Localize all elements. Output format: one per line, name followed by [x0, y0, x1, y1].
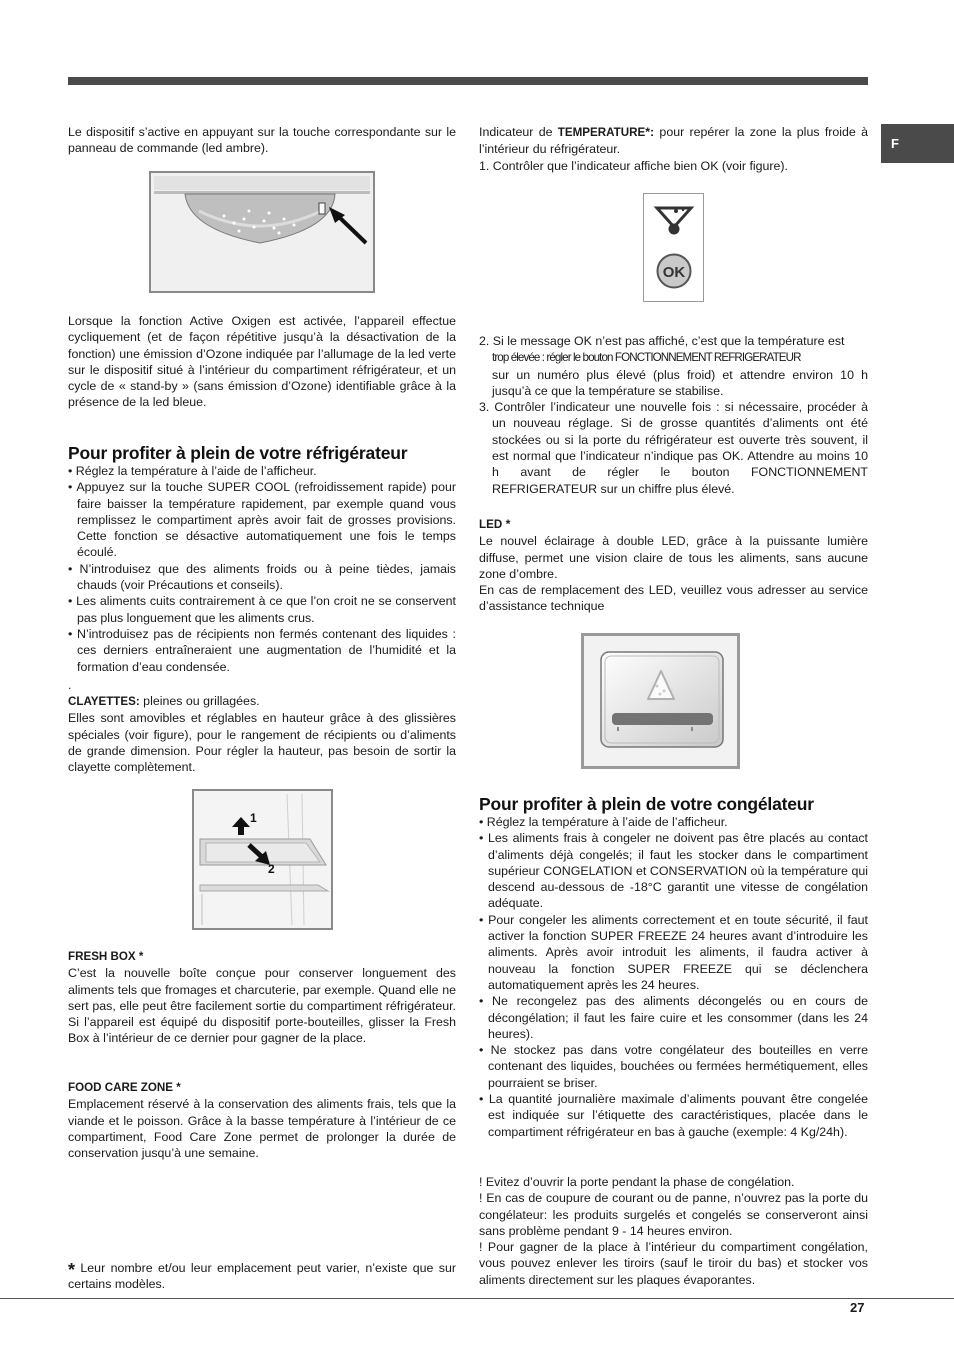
footnote-text: Leur nombre et/ou leur emplacement peut varier, n’existe que sur certains modèles.: [68, 1261, 456, 1292]
fresh-box-section: [68, 949, 456, 1047]
fridge-bullet: • Les aliments cuits contrairement à ce que l’on croit ne se conservent pas plus longuement que les aliments crus.: [68, 594, 456, 625]
shelf-figure: [192, 789, 333, 930]
step-2: 2. Si le message OK n’est pas affiché, c’est que la température est: [479, 334, 845, 348]
ozone-device-figure: [149, 171, 375, 293]
fridge-section: [68, 443, 456, 776]
freezer-bullet: • Ne stockez pas dans votre congélateur des bouteilles en verre contenant des liquides, bouchées ou fermées hermétiquement, elles pourraient se briser.: [479, 1043, 868, 1090]
warning-3: ! Pour gagner de la place à l’intérieur du compartiment congélation, vous pouvez enlever les tiroirs (sauf le tiroir du bas) et stocker vos aliments directement sur les plaques évaporantes.: [479, 1240, 868, 1287]
step-2-cont: trop élevée : régler le bouton FONCTIONNEMENT REFRIGERATEUR: [492, 351, 801, 365]
freezer-bullet: • Ne recongelez pas des aliments décongelés ou en cours de décongélation; il faut les faire cuire et les consommer (dans les 24 heures).: [479, 994, 868, 1041]
led-text-2: En cas de remplacement des LED, veuillez vous adresser au service d’assistance technique: [479, 583, 868, 614]
footnote-asterisk: *: [68, 1260, 76, 1280]
clayettes-text: Elles sont amovibles et réglables en hauteur grâce à des glissières spéciales (voir figure), pour le rangement de récipients ou d’aliments de grande dimension. Pour régler la hauteur, pas besoin de sortir la clayette complètement.: [68, 711, 456, 775]
led-section: [479, 516, 868, 615]
led-title: LED *: [479, 517, 511, 531]
freezer-bullet: • La quantité journalière maximale d’aliments pouvant être congelée est indiquée sur l’étiquette des caractéristiques, placée dans le compartiment réfrigérateur en bas à gauche (exemple: 4 Kg/24h).: [479, 1092, 868, 1139]
led-text: Le nouvel éclairage à double LED, grâce à la puissante lumière diffuse, permet une vision claire de tous les aliments, sans aucune zone d’ombre.: [479, 534, 868, 581]
page-number: 27: [850, 1300, 865, 1315]
top-rule: [68, 77, 868, 85]
step-1: 1. Contrôler que l’indicateur affiche bien OK (voir figure).: [479, 158, 789, 173]
freezer-bullet: • Réglez la température à l’aide de l’afficheur.: [479, 815, 728, 829]
clayettes-title: CLAYETTES: pleines ou grillagées.: [68, 694, 260, 709]
step-3: 3. Contrôler l’indicateur une nouvelle fois : si nécessaire, procéder à un nouveau réglage. Si de grosse quantités d’aliments ont été stockées ou si la porte du réfrigérateur est ouverte très souvent, il est normal que l’indicateur n’indique pas OK. Attendre au moins 10 h avant de régler le bouton FONCTIONNEMENT REFRIGERATEUR sur un chiffre plus élevé.: [479, 400, 868, 496]
warning-2: ! En cas de coupure de courant ou de panne, n’ouvrez pas la porte du congélateur: les produits surgelés et congelés se conserveront ainsi sans problème pendant 9 - 14 heures environ.: [479, 1191, 868, 1238]
clayettes-label: CLAYETTES:: [68, 695, 140, 709]
footnote: [68, 1260, 456, 1293]
bottom-rule: [0, 1298, 954, 1299]
shelf-label-1: 1: [250, 811, 257, 825]
language-tab: F: [881, 124, 954, 163]
temperature-intro: Indicateur de TEMPERATURE*: pour repérer la zone la plus froide à l’intérieur du réfrigérateur.: [479, 125, 868, 157]
fridge-heading: Pour profiter à plein de votre réfrigérateur: [68, 443, 408, 463]
intro-paragraph: Le dispositif s’active en appuyant sur la touche correspondante sur le panneau de commande (led ambre).: [68, 125, 456, 156]
fridge-bullet: • Réglez la température à l’aide de l’afficheur.: [68, 464, 317, 478]
temperature-indicator-figure: [643, 193, 704, 302]
food-care-text: Emplacement réservé à la conservation des aliments frais, tels que la viande et le poisson. Grâce à la basse température à l’intérieur de ce compartiment, Food Care Zone permet de prolonger la durée de conservation jusqu’à une semaine.: [68, 1097, 456, 1161]
food-care-section: [68, 1080, 456, 1161]
fresh-box-text: C’est la nouvelle boîte conçue pour conserver longuement des aliments tels que fromages et charcuterie, par exemple. Quand elle ne sert pas, elle peut être facilement sortie du compartiment réfrigérateur. Si l’appareil est équipé du dispositif porte-bouteilles, glisser la Fresh Box à l’intérieur de ce dernier pour gagner de la place.: [68, 966, 456, 1046]
food-care-label: FOOD CARE ZONE *: [68, 1081, 181, 1094]
step-2-rest: sur un numéro plus élevé (plus froid) et attendre environ 10 h jusqu’à ce que la température se stabilise.: [492, 367, 868, 398]
temperature-steps: [479, 333, 868, 497]
temperature-label: TEMPERATURE: [557, 126, 646, 139]
led-label: LED: [479, 518, 503, 531]
stray-dot: .: [68, 677, 72, 692]
led-lamp-figure: [581, 633, 740, 769]
shelf-label-2: 2: [268, 862, 275, 876]
freezer-warnings: [479, 1174, 868, 1288]
active-oxigen-paragraph: Lorsque la fonction Active Oxigen est activée, l’appareil effectue cycliquement (et de façon répétitive jusqu’à la désactivation de la fonction) une émission d’Ozone indiquée par l’allumage de la led verte sur le dispositif situé à l’intérieur du compartiment réfrigérateur, et un cycle de « stand-by » (sans émission d’Ozone) identifiable grâce à la présence de la led bleue.: [68, 314, 456, 410]
freezer-section: [479, 794, 868, 1140]
freezer-bullet: • Pour congeler les aliments correctement et en toute sécurité, il faut activer la fonction SUPER FREEZE 24 heures avant d’introduire les aliments. Après avoir introduit les aliments, il faudra activer à nouveau la fonction SUPER FREEZE qui se déclenchera automatiquement après les 24 heures.: [479, 912, 868, 992]
freezer-bullet: • Les aliments frais à congeler ne doivent pas être placés au contact d’aliments déjà congelés; il faut les stocker dans le compartiment supérieur CONGELATION et CONSERVATION où la température qui descend au-dessous de -18°C garantit une vitesse de congélation adéquate.: [479, 831, 868, 911]
fridge-bullet: • N’introduisez que des aliments froids ou à peine tièdes, jamais chauds (voir Précautions et conseils).: [68, 561, 456, 593]
fridge-bullet: • N’introduisez pas de récipients non fermés contenant des liquides : ces derniers entraîneraient une augmentation de l’humidité et la formation d’eau condensée.: [68, 626, 456, 674]
warning-1: ! Evitez d’ouvrir la porte pendant la phase de congélation.: [479, 1175, 795, 1189]
temperature-section: [479, 124, 868, 174]
ok-indicator: OK: [662, 264, 686, 281]
freezer-heading: Pour profiter à plein de votre congélateur: [479, 794, 814, 814]
fridge-bullet: • Appuyez sur la touche SUPER COOL (refroidissement rapide) pour faire baisser la température rapidement, par exemple quand vous remplissez le compartiment après avoir fait de grosses provisions. Cette fonction se désactive automatiquement une fois le temps écoulé.: [68, 480, 456, 560]
fresh-box-label: FRESH BOX *: [68, 950, 144, 963]
